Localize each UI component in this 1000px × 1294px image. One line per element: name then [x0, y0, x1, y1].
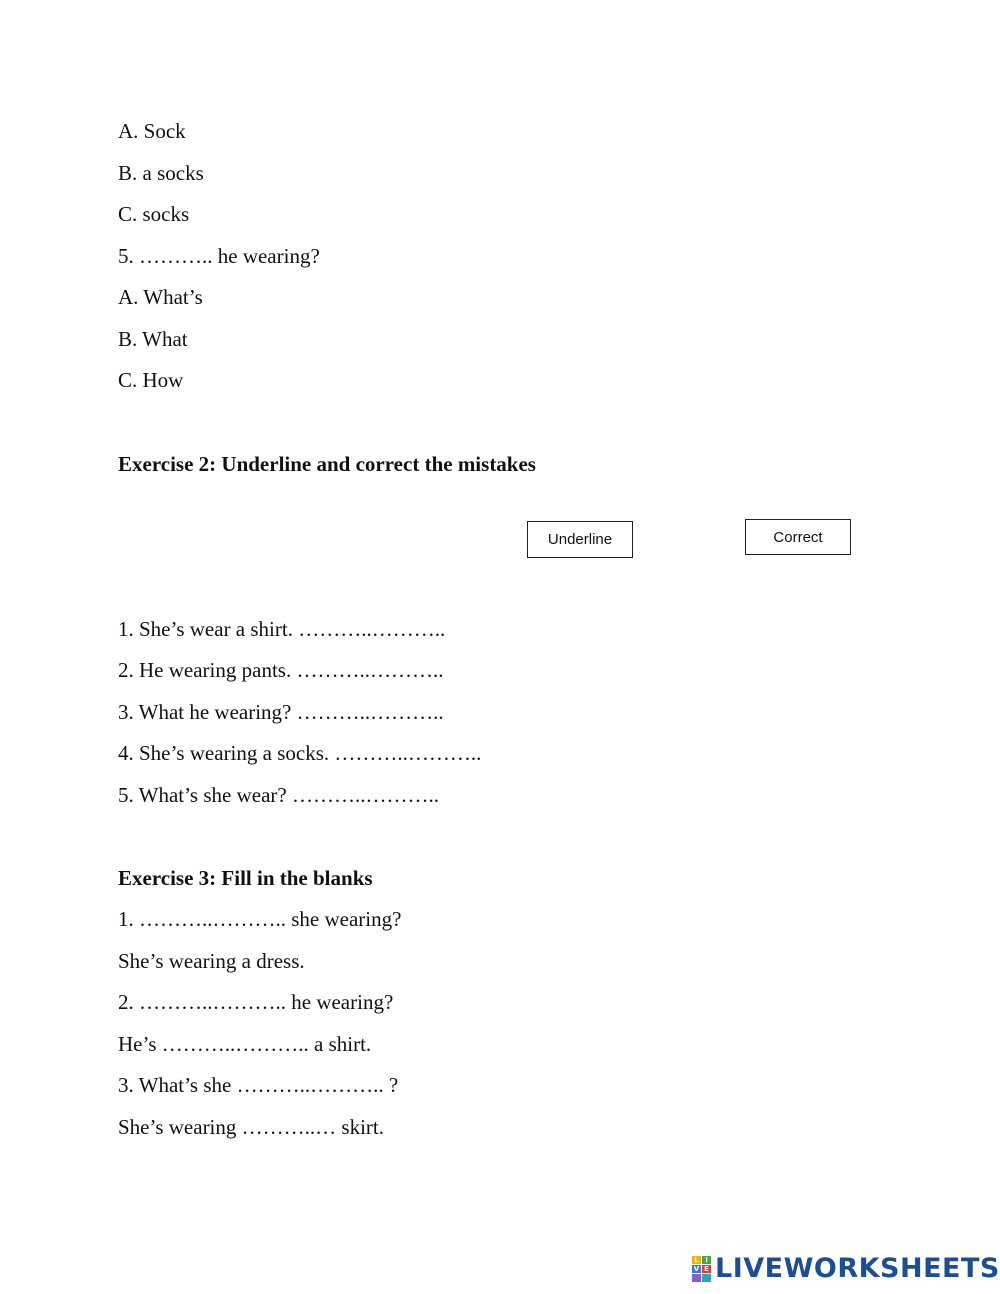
exercise-3-heading: Exercise 3: Fill in the blanks	[118, 866, 373, 890]
correct-box[interactable]: Correct	[745, 519, 851, 555]
exercise-2-item-1: 1. She’s wear a shirt. ………..………..	[118, 617, 446, 641]
underline-box[interactable]: Underline	[527, 521, 633, 558]
option-5c: C. How	[118, 368, 184, 392]
logo-mark-cell: L	[692, 1256, 701, 1264]
exercise-3-line-1: 1. ………..……….. she wearing?	[118, 907, 402, 931]
exercise-3-line-2: She’s wearing a dress.	[118, 949, 305, 973]
option-4a: A. Sock	[118, 119, 186, 143]
exercise-2-item-4: 4. She’s wearing a socks. ………..………..	[118, 741, 482, 765]
exercise-3-line-5: 3. What’s she ………..……….. ?	[118, 1073, 399, 1097]
logo-mark-cell: I	[702, 1256, 711, 1264]
exercise-3-line-6: She’s wearing ………..… skirt.	[118, 1115, 384, 1139]
option-4b: B. a socks	[118, 161, 204, 185]
liveworksheets-logo-text: LIVEWORKSHEETS	[715, 1253, 1000, 1284]
option-5a: A. What’s	[118, 285, 203, 309]
exercise-2-item-5: 5. What’s she wear? ………..………..	[118, 783, 439, 807]
exercise-2-item-2: 2. He wearing pants. ………..………..	[118, 658, 444, 682]
option-4c: C. socks	[118, 202, 190, 226]
logo-mark-cell: E	[702, 1265, 711, 1273]
exercise-3-line-4: He’s ………..……….. a shirt.	[118, 1032, 372, 1056]
exercise-3-line-3: 2. ………..……….. he wearing?	[118, 990, 394, 1014]
option-5b: B. What	[118, 327, 188, 351]
logo-mark-cell	[702, 1274, 711, 1282]
logo-mark-cell: V	[693, 1265, 700, 1273]
exercise-2-heading: Exercise 2: Underline and correct the mistakes	[118, 452, 536, 476]
liveworksheets-logo	[692, 1252, 1000, 1286]
logo-mark-cell	[692, 1274, 701, 1282]
question-5: 5. ……….. he wearing?	[118, 244, 320, 268]
exercise-2-item-3: 3. What he wearing? ………..………..	[118, 700, 444, 724]
liveworksheets-logo-icon	[692, 1256, 712, 1282]
